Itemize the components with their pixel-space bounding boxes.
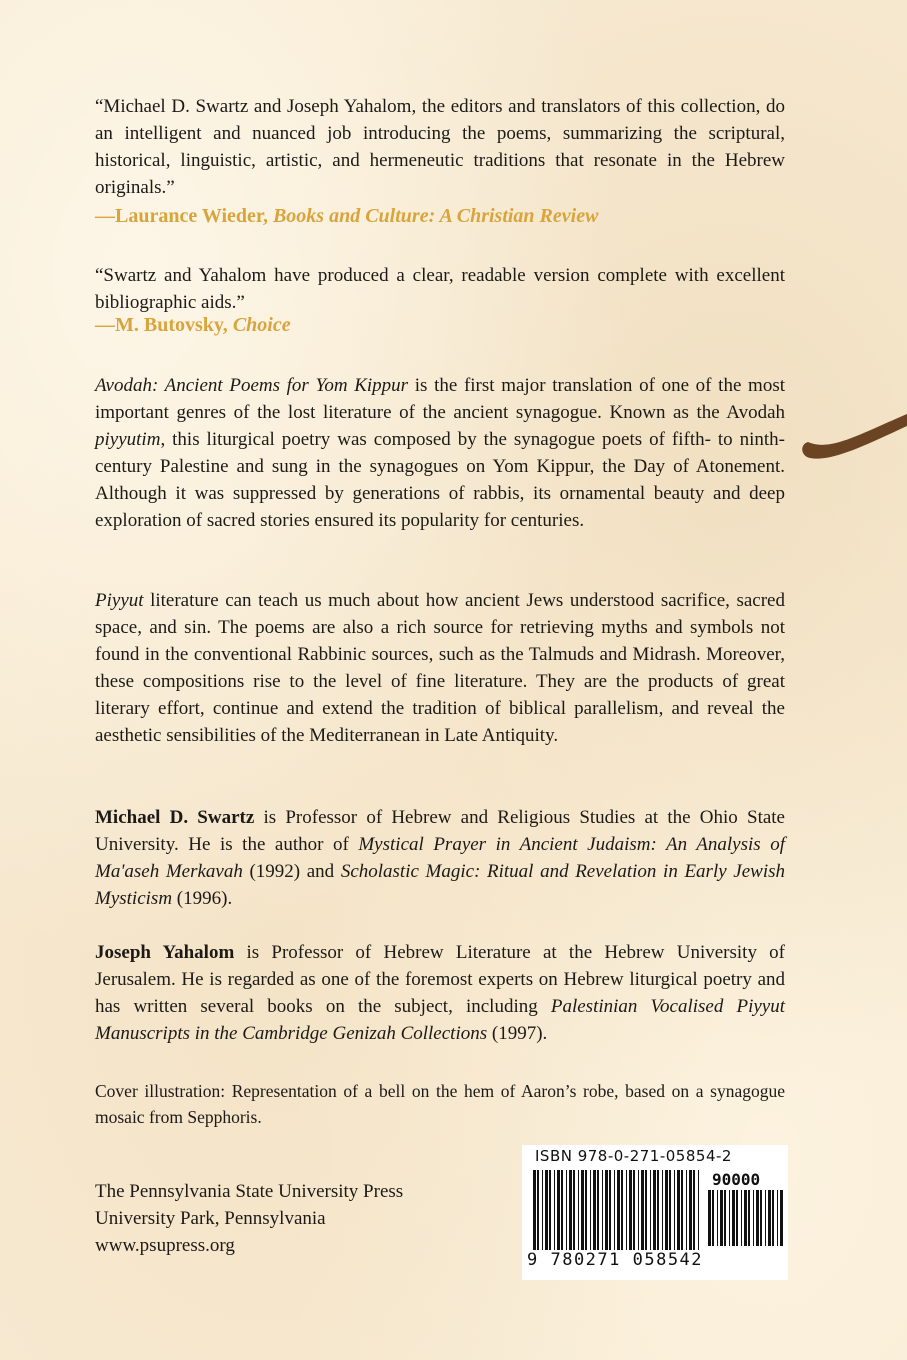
description-p1-text-b: , this liturgical poetry was composed by the synagogue poets of fifth- to ninth-century Palestine and sung in the synagogues on Yom Kippur, the Day of Atonement. Although it was suppressed by generations of rabbis, its ornamental beauty and deep exploration of sacred stories ensured its popularity for centuries.	[95, 429, 785, 531]
description-paragraph-2	[95, 587, 785, 749]
quote-2-attribution	[95, 314, 291, 337]
publisher-website: www.psupress.org	[95, 1235, 235, 1256]
description-paragraph-1	[95, 372, 785, 534]
author-bio-swartz-text-b: (1992) and	[242, 861, 341, 882]
publisher-name: The Pennsylvania State University Press	[95, 1181, 404, 1202]
description-p1-italic: piyyutim	[95, 429, 161, 450]
author-bio-swartz	[95, 804, 785, 912]
book-title: Avodah: Ancient Poems for Yom Kippur	[95, 375, 409, 396]
quote-2-text: “Swartz and Yahalom have produced a clear, readable version complete with excellent bibliographic aids.”	[95, 265, 785, 313]
quote-1-attribution	[95, 205, 598, 228]
publisher-block	[95, 1178, 403, 1259]
author-bio-yahalom-text-a: is Professor of Hebrew Literature at the Hebrew University of Jerusalem. He is regarded as one of the foremost experts on Hebrew liturgical poetry and has written several books on the subject, including	[95, 942, 785, 1017]
barcode-addon-icon	[708, 1190, 784, 1246]
cover-credit: Cover illustration: Representation of a bell on the hem of Aaron’s robe, based on a synagogue mosaic from Sepphoris.	[95, 1081, 785, 1127]
barcode-digits: 9 780271 058542	[527, 1250, 704, 1270]
quote-2-source: Choice	[232, 314, 291, 336]
author-bio-yahalom	[95, 939, 785, 1047]
author-bio-swartz-text-a: is Professor of Hebrew and Religious Studies at the Ohio State University. He is the author of	[95, 807, 785, 855]
description-p2-text: literature can teach us much about how ancient Jews understood sacrifice, sacred space, and sin. The poems are also a rich source for retrieving myths and symbols not found in the conventional Rabbinic sources, such as the Talmuds and Midrash. Moreover, these compositions rise to the level of fine literature. They are the products of great literary effort, continue and extend the tradition of biblical parallelism, and reveal the aesthetic sensibilities of the Mediterranean in Late Antiquity.	[95, 590, 785, 746]
author-work-mystical-prayer: Mystical Prayer in Ancient Judaism: An Analysis of Ma'aseh Merkavah	[95, 834, 785, 882]
author-name-yahalom: Joseph Yahalom	[95, 942, 235, 963]
quote-1-text: “Michael D. Swartz and Joseph Yahalom, the editors and translators of this collection, do an intelligent and nuanced job introducing the poems, summarizing the scriptural, historical, linguistic, artistic, and hermeneutic traditions that resonate in the Hebrew originals.”	[95, 96, 785, 198]
barcode-addon: 90000	[712, 1170, 761, 1189]
quote-1-author: —Laurance Wieder,	[95, 205, 268, 227]
decorative-swoosh-icon	[800, 400, 907, 470]
author-bio-swartz-text-c: (1996).	[172, 888, 233, 909]
description-p2-italic: Piyyut	[95, 590, 144, 611]
quote-1-source: Books and Culture: A Christian Review	[272, 205, 599, 227]
author-name-swartz: Michael D. Swartz	[95, 807, 255, 828]
author-bio-yahalom-text-b: (1997).	[487, 1023, 548, 1044]
isbn-label: ISBN 978-0-271-05854-2	[535, 1147, 732, 1165]
publisher-location: University Park, Pennsylvania	[95, 1208, 326, 1229]
quote-2-author: —M. Butovsky,	[95, 314, 228, 336]
author-work-scholastic-magic: Scholastic Magic: Ritual and Revelation in Early Jewish Mysticism	[95, 861, 785, 909]
author-work-palestinian-piyyut: Palestinian Vocalised Piyyut Manuscripts in the Cambridge Genizah Collections	[95, 996, 785, 1044]
description-p1-text-a: is the first major translation of one of the most important genres of the lost literature of the ancient synagogue. Known as the Avodah	[95, 375, 785, 423]
barcode-ean-icon	[533, 1170, 699, 1250]
